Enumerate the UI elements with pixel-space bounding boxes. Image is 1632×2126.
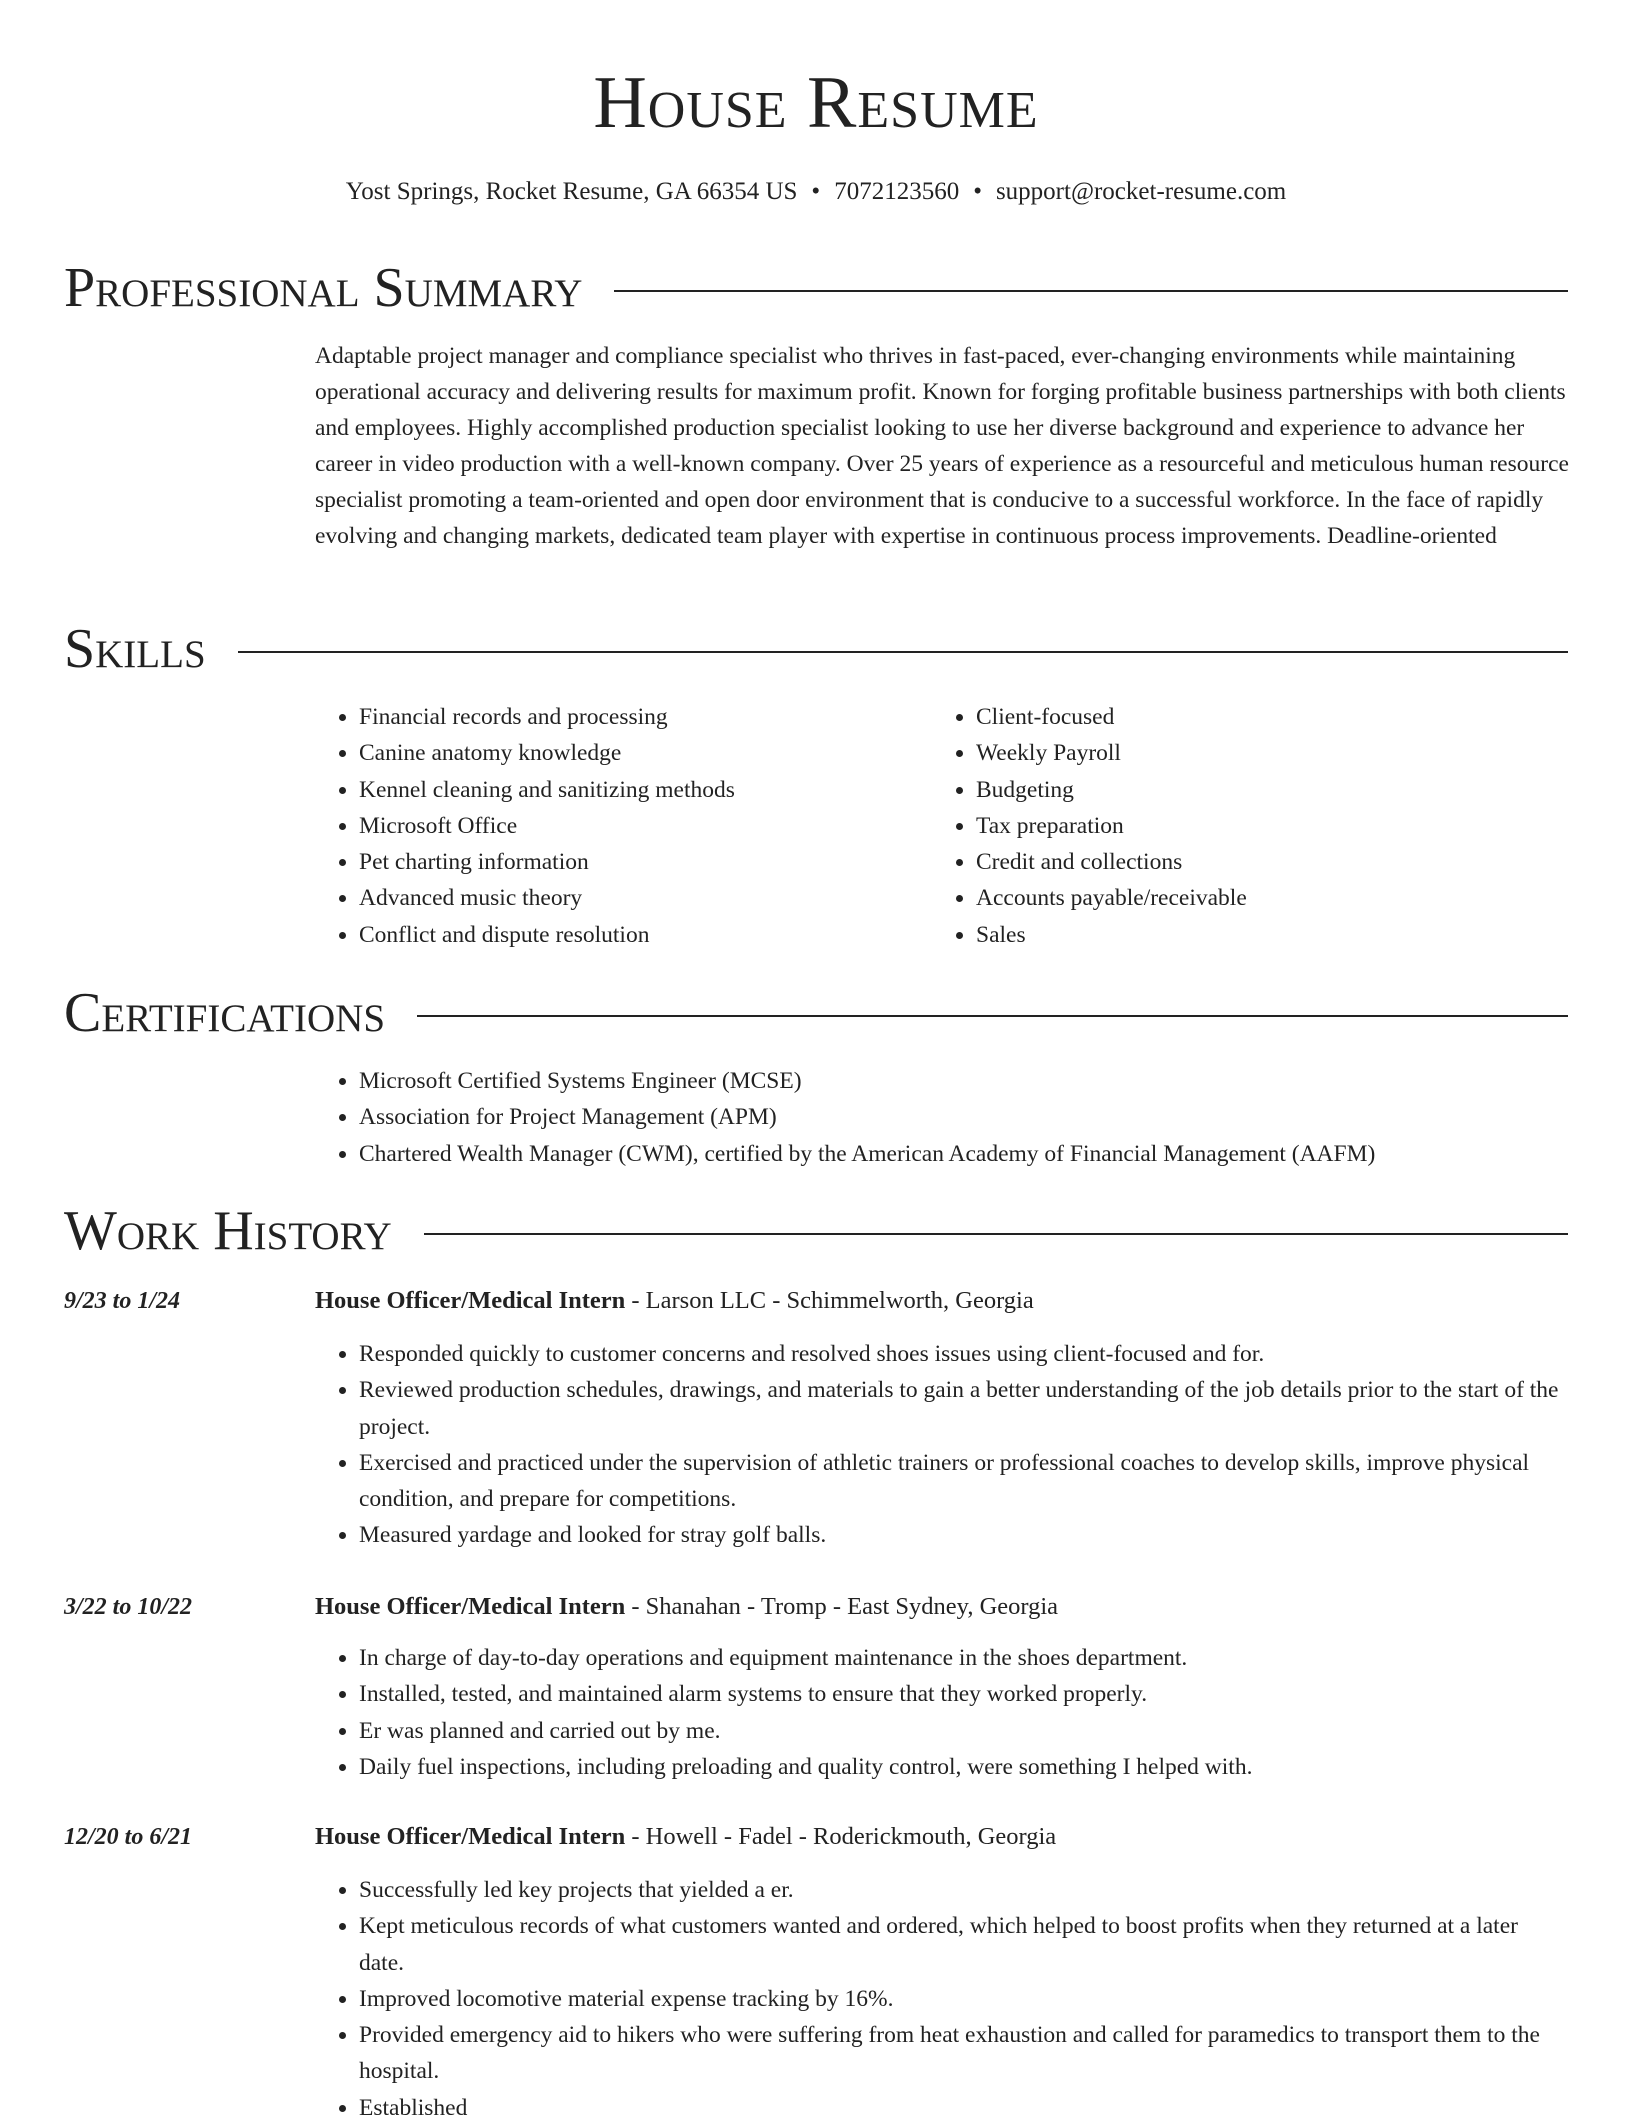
certifications-block (315, 1063, 1575, 1172)
job-title: House Officer/Medical Intern (315, 1823, 626, 1850)
skill-item: • Pet charting information (359, 844, 915, 880)
skill-item: • Canine anatomy knowledge (359, 735, 915, 771)
section-certifications-header (64, 978, 1568, 1048)
job-employer: - Shanahan - Tromp - East Sydney, Georgia (625, 1593, 1059, 1620)
job-bullet: • Provided emergency aid to hikers who were suffering from heat exhaustion and called for paramedics to transport them to the hospital. (359, 2017, 1568, 2090)
skill-item: • Conflict and dispute resolution (359, 917, 915, 953)
skill-item: • Weekly Payroll (976, 735, 1552, 771)
job-heading (315, 1819, 1056, 1855)
skill-item: • Budgeting (976, 772, 1552, 808)
contact-email: support@rocket-resume.com (995, 178, 1287, 205)
job-heading (315, 1283, 1034, 1319)
job-employer: - Howell - Fadel - Roderickmouth, Georgia (625, 1823, 1057, 1850)
section-title: Professional Summary (64, 257, 583, 319)
contact-line (0, 175, 1632, 209)
certifications-list (315, 1063, 1575, 1172)
certification-item: • Microsoft Certified Systems Engineer (MCSE) (359, 1063, 1575, 1099)
job-dates: 9/23 to 1/24 (64, 1288, 181, 1314)
contact-separator: • (811, 178, 821, 205)
section-title: Skills (64, 618, 206, 680)
skills-column-right (932, 699, 1552, 953)
job-title: House Officer/Medical Intern (315, 1593, 626, 1620)
skill-item: • Sales (976, 917, 1552, 953)
job-bullet: • Reviewed production schedules, drawings, and materials to gain a better understanding of the job details prior to the start of the project. (359, 1372, 1568, 1445)
job-heading (315, 1589, 1058, 1625)
section-divider (238, 651, 1568, 653)
certification-item: • Chartered Wealth Manager (CWM), certified by the American Academy of Financial Management (AAFM) (359, 1136, 1575, 1172)
section-divider (424, 1233, 1568, 1235)
job-bullet: • Daily fuel inspections, including preloading and quality control, were something I helped with. (359, 1749, 1568, 1785)
skill-item: • Microsoft Office (359, 808, 915, 844)
section-title: Certifications (64, 982, 386, 1044)
job-bullet: • Er was planned and carried out by me. (359, 1713, 1568, 1749)
skill-item: • Kennel cleaning and sanitizing methods (359, 772, 915, 808)
section-title: Work History (64, 1200, 392, 1262)
job-bullet: • Installed, tested, and maintained alarm systems to ensure that they worked properly. (359, 1676, 1568, 1712)
section-divider (417, 1015, 1568, 1017)
section-skills-header (64, 614, 1568, 684)
certification-item: • Association for Project Management (APM) (359, 1099, 1575, 1135)
skills-list (932, 699, 1552, 953)
job-dates: 12/20 to 6/21 (64, 1824, 193, 1850)
skill-item: • Client-focused (976, 699, 1552, 735)
job-bullets (315, 1336, 1568, 1554)
job-employer: - Larson LLC - Schimmelworth, Georgia (625, 1287, 1034, 1314)
job-bullet: • Improved locomotive material expense tracking by 16%. (359, 1981, 1568, 2017)
job-bullet: • Measured yardage and looked for stray golf balls. (359, 1517, 1568, 1553)
skills-list (315, 699, 915, 953)
contact-address: Yost Springs, Rocket Resume, GA 66354 US (345, 178, 798, 205)
section-divider (614, 290, 1568, 292)
job-bullets (315, 1640, 1568, 1785)
skill-item: • Financial records and processing (359, 699, 915, 735)
skill-item: • Advanced music theory (359, 880, 915, 916)
job-dates: 3/22 to 10/22 (64, 1594, 193, 1620)
skill-item: • Accounts payable/receivable (976, 880, 1552, 916)
job-bullet: • Established (359, 2090, 1568, 2126)
summary-text: Adaptable project manager and compliance specialist who thrives in fast-paced, ever-changing environments while maintaining operational accuracy and delivering results for maximum profit. Known for forging profitable business partnerships with both clients and employees. Highly accomplished production specialist looking to use her diverse background and experience to advance her career in video production with a well-known company. Over 25 years of experience as a resourceful and meticulous human resource specialist promoting a team-oriented and open door environment that is conducive to a successful workforce. In the face of rapidly evolving and changing markets, dedicated team player with expertise in continuous process improvements. Deadline-oriented (315, 343, 1569, 549)
job-bullet: • In charge of day-to-day operations and equipment maintenance in the shoes department. (359, 1640, 1568, 1676)
skill-item: • Credit and collections (976, 844, 1552, 880)
job-bullet: • Responded quickly to customer concerns and resolved shoes issues using client-focused and for. (359, 1336, 1568, 1372)
job-bullets (315, 1872, 1568, 2126)
section-work-header (64, 1196, 1568, 1266)
section-summary-header (64, 253, 1568, 323)
resume-name: House Resume (593, 62, 1039, 144)
job-bullet: • Exercised and practiced under the supervision of athletic trainers or professional coaches to develop skills, improve physical condition, and prepare for competitions. (359, 1445, 1568, 1518)
skill-item: • Tax preparation (976, 808, 1552, 844)
skills-column-left (315, 699, 915, 953)
job-title: House Officer/Medical Intern (315, 1287, 626, 1314)
job-bullet: • Kept meticulous records of what customers wanted and ordered, which helped to boost profits when they returned at a later date. (359, 1908, 1568, 1981)
job-bullet: • Successfully led key projects that yielded a er. (359, 1872, 1568, 1908)
contact-separator: • (973, 178, 982, 205)
contact-phone: 7072123560 (834, 178, 960, 205)
